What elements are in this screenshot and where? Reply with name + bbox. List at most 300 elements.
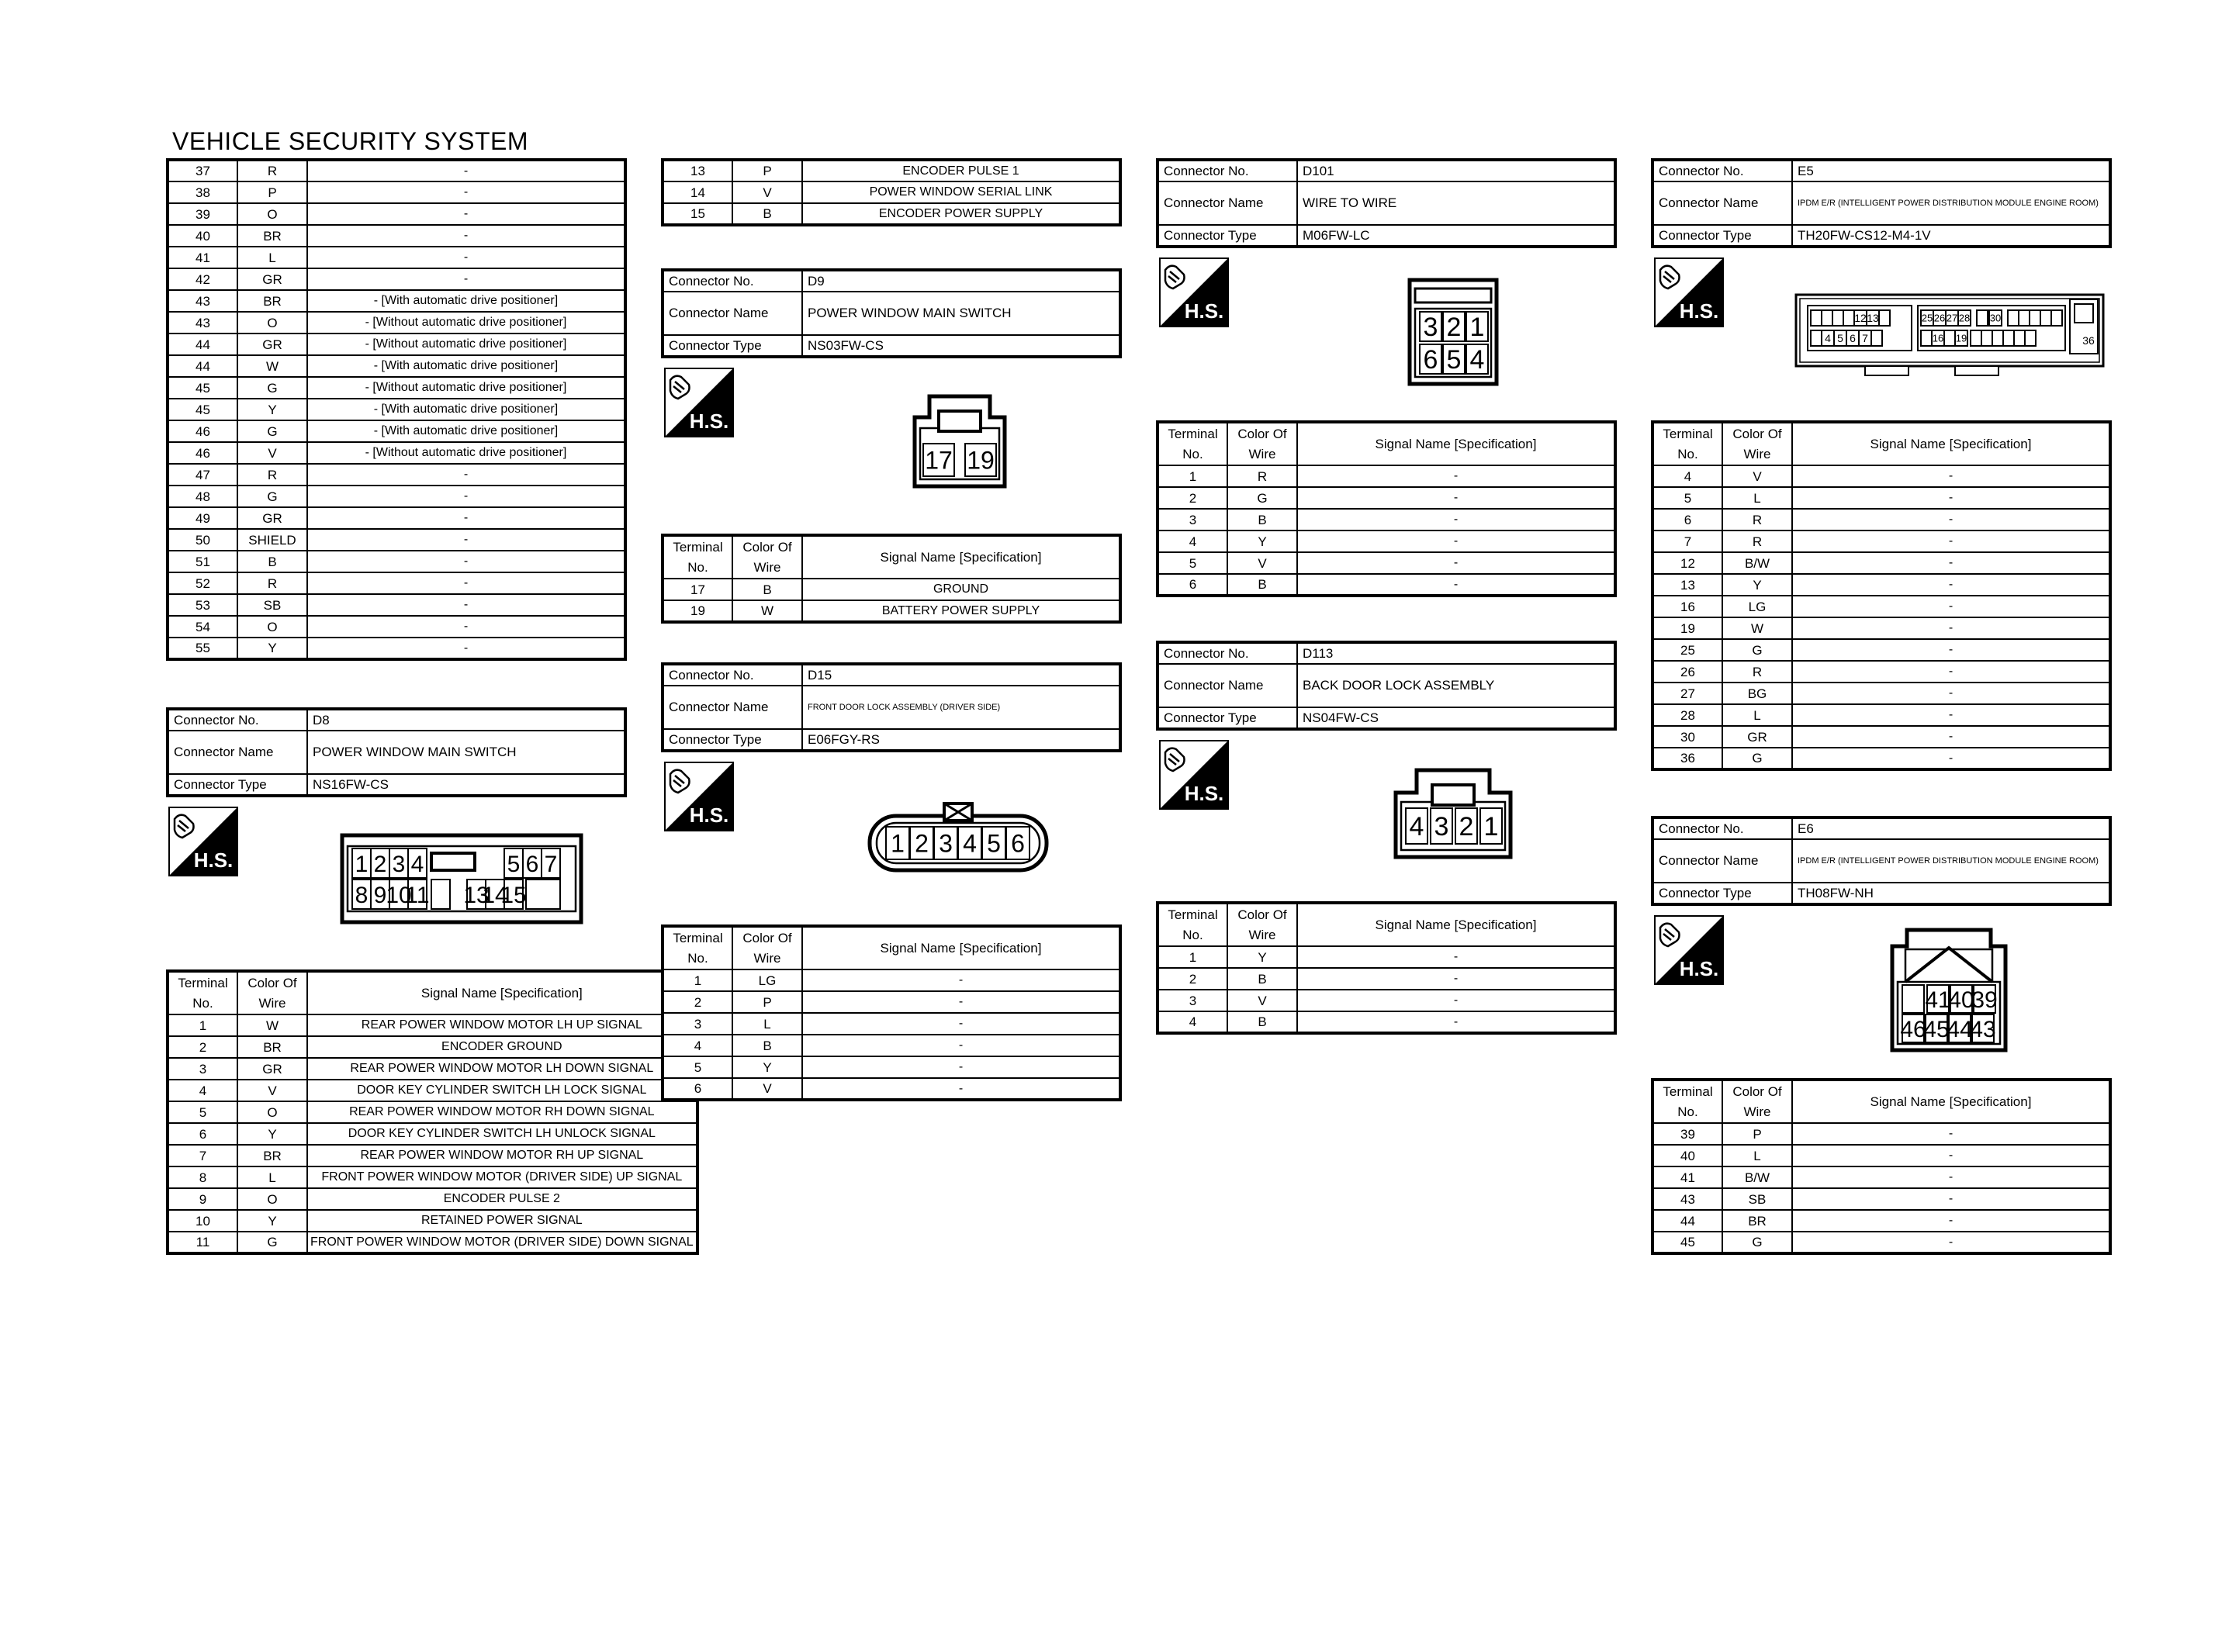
hs-icon-label: H.S. [1679,299,1719,323]
signal-name-cell: - [Without automatic drive positioner] [307,377,625,399]
wire-color-cell: G [237,377,307,399]
pin-number: 14 [482,882,508,908]
connector-type-value: NS16FW-CS [307,774,625,796]
table-row [168,1145,697,1166]
table-row [1652,1210,2110,1232]
terminal-no-cell: 1 [1158,465,1227,487]
table-row [1652,726,2110,748]
pin-number: 39 [1971,987,1998,1013]
terminal-no-cell: 38 [168,181,237,203]
table-row [168,1232,697,1253]
terminal-no-cell: 39 [1652,1123,1722,1145]
pin-number: 44 [1947,1016,1973,1042]
wire-color-cell: Y [237,1123,307,1145]
table-row [1652,1145,2110,1166]
signal-name-cell: - [307,464,625,486]
hs-icon-svg [168,807,238,876]
connector-face-d9 [912,394,1007,492]
wire-color-cell: O [237,1101,307,1123]
table-row [1652,531,2110,552]
wire-color-cell: BR [237,225,307,247]
connector-type-label: Connector Type [1652,225,1792,247]
table-row [168,225,625,247]
terminal-no-header: Terminal No. [663,926,732,969]
terminal-no-cell: 7 [168,1145,237,1166]
table-row [1652,748,2110,769]
signal-name-cell: - [1297,509,1615,531]
hs-icon-label: H.S. [193,848,234,872]
connector-name-label: Connector Name [1158,664,1297,707]
table-row [1158,487,1615,509]
wire-color-cell: G [1722,748,1792,769]
connector-face-d8 [340,833,583,928]
wire-color-cell: W [732,600,802,622]
terminal-no-cell: 39 [168,203,237,225]
hs-icon [1654,915,1724,985]
terminal-no-cell: 11 [168,1232,237,1253]
pin-number: 3 [939,829,953,858]
terminal-table [1651,1078,2112,1255]
wire-color-cell: W [237,1014,307,1036]
terminal-no-cell: 4 [1652,465,1722,487]
table-row [168,486,625,507]
connector-info-table [661,268,1122,358]
table-row [168,507,625,529]
wire-color-cell: B [1227,1011,1297,1033]
wire-color-cell: O [237,616,307,638]
signal-name-cell: - [802,1056,1120,1078]
table-row [1652,1232,2110,1253]
wire-color-cell: BR [237,1145,307,1166]
table-row [1652,639,2110,661]
color-of-wire-header: Color Of Wire [237,971,307,1014]
e6-terminal-table-block [1651,1078,2112,1255]
wire-color-cell: R [237,572,307,594]
signal-name-cell: POWER WINDOW SERIAL LINK [802,181,1120,203]
d9-terminal-table-block [661,534,1122,624]
terminal-no-header: Terminal No. [1652,1080,1722,1123]
pin-number: 1 [1469,313,1485,343]
connector-face-d9-svg [912,394,1007,489]
connector-name-value: POWER WINDOW MAIN SWITCH [307,731,625,774]
connector-name-value: BACK DOOR LOCK ASSEMBLY [1297,664,1615,707]
signal-name-cell: - [With automatic drive positioner] [307,399,625,420]
table-row [168,355,625,377]
table-row [663,181,1120,203]
pin-number: 5 [1837,332,1843,345]
table-row [1652,487,2110,509]
pin-number: 5 [507,851,521,877]
wire-color-cell: SB [237,594,307,616]
table-header-row [663,926,1120,969]
pin-number: 30 [1989,312,2002,324]
connector-type-value: TH08FW-NH [1792,883,2110,904]
table-row [663,160,1120,181]
connector-face-e6-svg [1890,928,2008,1053]
hs-icon-svg [1654,915,1724,985]
signal-name-cell: - [1792,1232,2110,1253]
hs-icon [664,368,734,437]
signal-name-cell: - [307,268,625,290]
connector-type-value: M06FW-LC [1297,225,1615,247]
signal-name-header: Signal Name [Specification] [307,971,697,1014]
terminal-no-cell: 50 [168,529,237,551]
wire-color-cell: BR [1722,1210,1792,1232]
terminal-no-cell: 44 [1652,1210,1722,1232]
connector-name-label: Connector Name [168,731,307,774]
wire-color-cell: O [237,312,307,334]
hs-icon-svg [1654,257,1724,327]
wire-color-cell: B [1227,574,1297,596]
signal-name-header: Signal Name [Specification] [802,926,1120,969]
wire-color-cell: GR [237,1058,307,1080]
pin-number: 17 [925,446,953,475]
terminal-no-cell: 5 [663,1056,732,1078]
signal-name-header: Signal Name [Specification] [1792,1080,2110,1123]
table-row [168,1166,697,1188]
wire-color-cell: L [1722,1145,1792,1166]
terminal-no-cell: 46 [168,420,237,442]
signal-name-cell: - [1297,552,1615,574]
pin-number: 45 [1923,1016,1950,1042]
terminal-no-cell: 15 [663,203,732,225]
wire-color-cell: Y [237,1210,307,1232]
hs-icon [1159,257,1229,327]
signal-name-cell: - [1792,639,2110,661]
wire-color-cell: G [237,420,307,442]
terminal-no-cell: 43 [168,290,237,312]
terminal-no-header: Terminal No. [1158,422,1227,465]
hs-icon-svg [1159,257,1229,327]
wire-color-cell: B/W [1722,552,1792,574]
signal-name-cell: - [802,991,1120,1013]
signal-name-cell: ENCODER GROUND [307,1036,697,1058]
terminal-no-cell: 1 [168,1014,237,1036]
table-row [168,377,625,399]
terminal-no-header: Terminal No. [663,535,732,579]
wire-color-cell: L [732,1013,802,1035]
signal-name-cell: - [1297,946,1615,968]
wire-color-cell: G [237,486,307,507]
pin-number: 27 [1946,312,1958,324]
pin-number: 11 [405,882,430,908]
table-row [168,334,625,355]
signal-name-cell: - [1792,1145,2110,1166]
signal-name-cell: REAR POWER WINDOW MOTOR RH DOWN SIGNAL [307,1101,697,1123]
terminal-no-cell: 2 [1158,968,1227,990]
pin-number: 15 [500,882,527,908]
table-row [168,203,625,225]
wire-color-cell: R [1722,661,1792,683]
connector-info-d9 [661,268,1122,358]
terminal-no-cell: 5 [1652,487,1722,509]
terminal-no-cell: 14 [663,181,732,203]
terminal-no-cell: 46 [168,442,237,464]
pin-number: 6 [1850,332,1856,345]
signal-name-cell: - [Without automatic drive positioner] [307,442,625,464]
wire-color-cell: R [1722,531,1792,552]
connector-info-table [1651,816,2112,906]
wire-color-cell: P [237,181,307,203]
terminal-no-cell: 52 [168,572,237,594]
wire-color-cell: V [732,181,802,203]
signal-name-cell: - [307,616,625,638]
signal-name-header: Signal Name [Specification] [1297,903,1615,946]
signal-name-cell: - [1792,531,2110,552]
signal-name-cell: RETAINED POWER SIGNAL [307,1210,697,1232]
signal-name-cell: - [307,572,625,594]
terminal-no-cell: 51 [168,551,237,572]
connector-no-label: Connector No. [663,270,802,292]
connector-info-table [1651,158,2112,248]
table-row [1652,552,2110,574]
signal-name-cell: - [1792,726,2110,748]
color-of-wire-header: Color Of Wire [732,535,802,579]
pin-number: 1 [355,851,369,877]
table-row [1158,990,1615,1011]
signal-name-cell: - [1297,487,1615,509]
signal-name-cell: - [307,160,625,181]
terminal-table [661,534,1122,624]
pin-number: 19 [1955,332,1967,344]
wire-color-cell: V [1227,990,1297,1011]
signal-name-cell: - [1792,509,2110,531]
wire-color-cell: GR [237,268,307,290]
connector-no-value: E5 [1792,160,2110,181]
signal-name-cell: - [802,1013,1120,1035]
signal-name-cell: - [802,1078,1120,1100]
connector-info-d101 [1156,158,1617,248]
wire-color-cell: L [237,1166,307,1188]
wire-color-cell: Y [732,1056,802,1078]
connector-info-table [166,707,627,797]
wire-color-cell: V [1227,552,1297,574]
wire-color-cell: P [732,160,802,181]
pin-number: 1 [1483,812,1499,842]
table-row [1652,704,2110,726]
table-row [168,1123,697,1145]
terminal-no-cell: 16 [1652,596,1722,617]
table-row [168,638,625,659]
terminal-no-cell: 37 [168,160,237,181]
terminal-no-cell: 19 [663,600,732,622]
terminal-no-cell: 40 [1652,1145,1722,1166]
signal-name-cell: - [1792,552,2110,574]
pin-number: 43 [1970,1016,1996,1042]
pin-number: 28 [1958,312,1971,324]
pin-number: 4 [963,829,977,858]
terminal-no-cell: 26 [1652,661,1722,683]
terminal-no-cell: 3 [1158,990,1227,1011]
signal-name-cell: - [1297,968,1615,990]
table-row [663,1056,1120,1078]
wire-color-cell: P [732,991,802,1013]
terminal-no-cell: 1 [1158,946,1227,968]
connector-no-label: Connector No. [1652,160,1792,181]
wire-color-cell: Y [237,638,307,659]
pin-number: 5 [987,829,1001,858]
terminal-no-cell: 3 [663,1013,732,1035]
wire-color-cell: O [237,203,307,225]
d8-terminal-table-block [166,969,699,1255]
pin-number: 6 [1423,345,1438,375]
terminal-table [1156,901,1617,1035]
table-row [168,1210,697,1232]
connector-type-value: TH20FW-CS12-M4-1V [1792,225,2110,247]
table-header-row [1158,903,1615,946]
connector-type-value: NS04FW-CS [1297,707,1615,729]
connector-face-d101-svg [1407,278,1499,386]
connector-name-value: IPDM E/R (INTELLIGENT POWER DISTRIBUTION MODULE ENGINE ROOM) [1792,181,2110,225]
connector-type-label: Connector Type [1158,225,1297,247]
signal-name-cell: - [802,1035,1120,1056]
terminal-no-header: Terminal No. [168,971,237,1014]
signal-name-cell: - [1792,1188,2110,1210]
wire-color-cell: L [1722,704,1792,726]
connector-type-label: Connector Type [1652,883,1792,904]
table-row [168,247,625,268]
signal-name-cell: ENCODER PULSE 2 [307,1188,697,1210]
signal-name-cell: - [802,969,1120,991]
wire-color-cell: V [732,1078,802,1100]
pin-number: 7 [1862,332,1868,345]
signal-name-cell: ENCODER POWER SUPPLY [802,203,1120,225]
hs-icon-label: H.S. [1184,299,1224,323]
terminal-no-cell: 48 [168,486,237,507]
hs-icon-label: H.S. [689,804,729,827]
connector-type-label: Connector Type [1158,707,1297,729]
connector-face-e6 [1890,928,2008,1057]
signal-name-cell: - [Without automatic drive positioner] [307,312,625,334]
table-row [663,600,1120,622]
color-of-wire-header: Color Of Wire [732,926,802,969]
table-row [663,991,1120,1013]
connector-no-value: D15 [802,664,1120,686]
wire-color-cell: SB [1722,1188,1792,1210]
wire-color-cell: R [1722,509,1792,531]
signal-name-cell: - [1792,704,2110,726]
terminal-no-cell: 3 [1158,509,1227,531]
table-row [168,529,625,551]
signal-name-cell: - [1297,465,1615,487]
pin-number: 40 [1948,987,1974,1013]
wire-color-cell: R [237,464,307,486]
hs-icon [664,762,734,831]
pin-number: 2 [373,851,387,877]
wire-color-cell: B [732,579,802,600]
connector-no-label: Connector No. [663,664,802,686]
pin-number: 3 [1423,313,1438,343]
terminal-no-header: Terminal No. [1158,903,1227,946]
signal-name-cell: GROUND [802,579,1120,600]
terminal-no-cell: 4 [168,1080,237,1101]
table-row [1652,465,2110,487]
color-of-wire-header: Color Of Wire [1227,903,1297,946]
d8-continued-table-block [166,158,627,661]
connector-no-value: D113 [1297,642,1615,664]
terminal-no-cell: 13 [663,160,732,181]
connector-face-d8-svg [340,833,583,924]
d8-continued-table-block-2 [661,158,1122,226]
table-row [168,442,625,464]
pin-number: 2 [1446,313,1462,343]
pin-number: 4 [1409,812,1424,842]
connector-face-d113-svg [1393,768,1513,859]
color-of-wire-header: Color Of Wire [1227,422,1297,465]
signal-name-cell: - [1792,748,2110,769]
connector-face-d113 [1393,768,1513,863]
signal-name-cell: REAR POWER WINDOW MOTOR RH UP SIGNAL [307,1145,697,1166]
table-header-row [1652,1080,2110,1123]
wire-color-cell: B/W [1722,1166,1792,1188]
wire-color-cell: P [1722,1123,1792,1145]
table-row [168,268,625,290]
wire-color-cell: L [1722,487,1792,509]
signal-name-cell: BATTERY POWER SUPPLY [802,600,1120,622]
table-row [168,1101,697,1123]
d113-terminal-table-block [1156,901,1617,1035]
wire-color-cell: BR [237,290,307,312]
pin-number: 10 [386,882,412,908]
table-header-row [663,535,1120,579]
wire-color-cell: G [1722,1232,1792,1253]
pin-number: 1 [891,829,905,858]
signal-name-cell: - [With automatic drive positioner] [307,290,625,312]
signal-name-cell: DOOR KEY CYLINDER SWITCH LH UNLOCK SIGNAL [307,1123,697,1145]
connector-no-value: E6 [1792,817,2110,839]
hs-icon-label: H.S. [1184,782,1224,805]
wire-color-cell: LG [732,969,802,991]
wire-color-cell: V [1722,465,1792,487]
signal-name-cell: FRONT POWER WINDOW MOTOR (DRIVER SIDE) UP SIGNAL [307,1166,697,1188]
connector-info-table [1156,158,1617,248]
terminal-no-cell: 6 [1652,509,1722,531]
signal-name-cell: - [307,486,625,507]
signal-name-cell: - [307,203,625,225]
wire-color-cell: BG [1722,683,1792,704]
connector-type-label: Connector Type [663,335,802,357]
wire-color-cell: LG [1722,596,1792,617]
terminal-table [1156,420,1617,597]
wire-color-cell: B [1227,968,1297,990]
signal-name-cell: FRONT POWER WINDOW MOTOR (DRIVER SIDE) DOWN SIGNAL [307,1232,697,1253]
terminal-table [166,969,699,1255]
table-header-row [168,971,697,1014]
color-of-wire-header: Color Of Wire [1722,1080,1792,1123]
signal-name-cell: - [307,551,625,572]
connector-no-label: Connector No. [168,709,307,731]
connector-face-d15 [867,799,1049,877]
connector-no-value: D101 [1297,160,1615,181]
terminal-no-cell: 2 [1158,487,1227,509]
connector-name-label: Connector Name [1652,181,1792,225]
connector-type-label: Connector Type [168,774,307,796]
table-header-row [1652,422,2110,465]
table-row [168,420,625,442]
table-row [1158,465,1615,487]
table-row [168,399,625,420]
pin-number: 12 [1854,312,1867,325]
table-row [663,1078,1120,1100]
connector-name-value: FRONT DOOR LOCK ASSEMBLY (DRIVER SIDE) [802,686,1120,729]
pin-number: 2 [915,829,929,858]
pin-number: 3 [392,851,406,877]
signal-name-cell: - [1792,683,2110,704]
pin-number: 4 [1469,345,1485,375]
wire-color-cell: B [237,551,307,572]
hs-icon-label: H.S. [689,410,729,433]
terminal-no-cell: 6 [168,1123,237,1145]
